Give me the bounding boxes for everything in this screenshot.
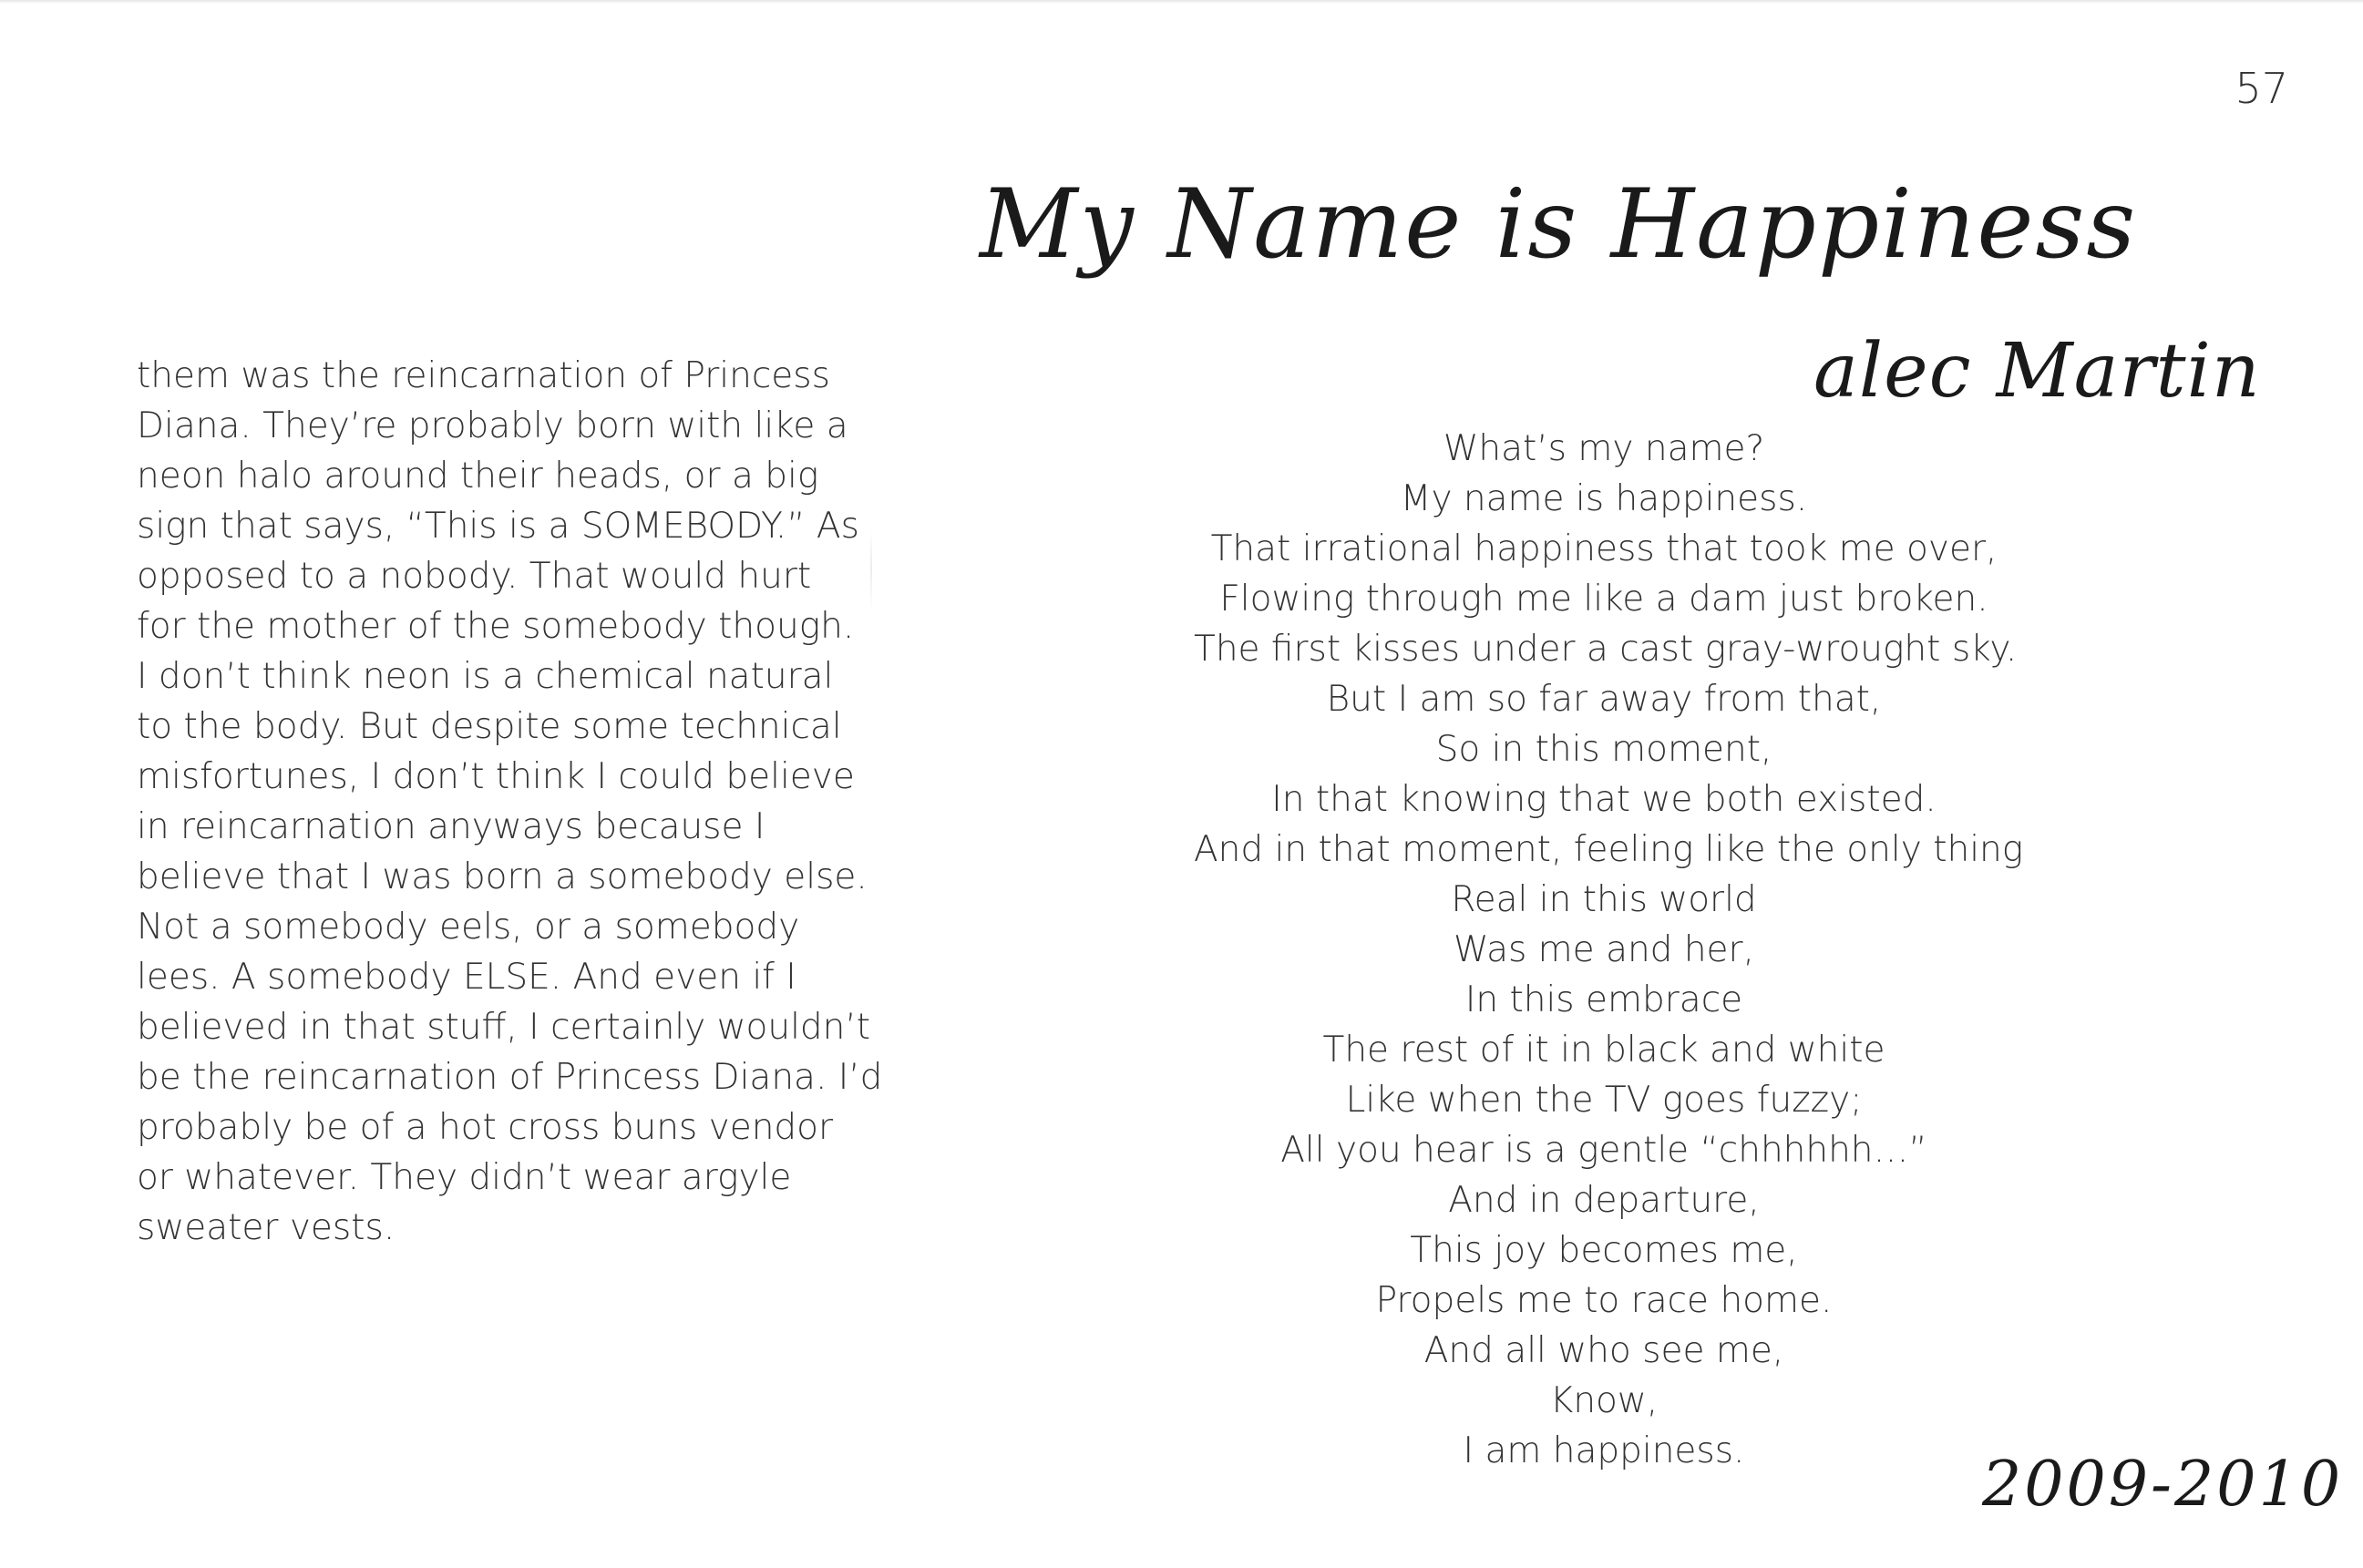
poem-line: That irrational happiness that took me over, xyxy=(1210,528,1998,569)
poem-line: So in this moment, xyxy=(1435,729,1772,770)
poem-line: My name is happiness. xyxy=(1400,478,1808,519)
prose-line: Diana. They’re probably born with like a xyxy=(137,405,848,446)
poem-line: This joy becomes me, xyxy=(1410,1230,1798,1271)
poem-line: In this embrace xyxy=(1464,979,1743,1020)
page-top-edge xyxy=(0,0,2363,4)
poem-line: What’s my name? xyxy=(1443,428,1765,469)
page-number: 57 xyxy=(2235,64,2288,113)
author-signature: alec Martin xyxy=(1813,328,2261,415)
poem-line: The first kisses under a cast gray-wrought sky. xyxy=(1194,629,2018,670)
prose-line: them was the reincarnation of Princess xyxy=(137,355,830,396)
poem-line: And in that moment, feeling like the only thing xyxy=(1194,829,2024,870)
prose-line: believed in that stuff, I certainly wouldn’t xyxy=(137,1007,871,1048)
prose-line: opposed to a nobody. That would hurt xyxy=(137,556,812,597)
prose-line: or whatever. They didn’t wear argyle xyxy=(137,1157,792,1198)
prose-line: Not a somebody eels, or a somebody xyxy=(137,907,800,948)
prose-line: be the reincarnation of Princess Diana. I’d xyxy=(137,1057,883,1098)
poem-line: Real in this world xyxy=(1451,879,1757,920)
prose-line: misfortunes, I don’t think I could believe xyxy=(137,756,855,797)
poem-line: But I am so far away from that, xyxy=(1326,679,1882,720)
prose-column xyxy=(137,351,883,1253)
poem-line: In that knowing that we both existed. xyxy=(1271,779,1937,820)
prose-line: neon halo around their heads, or a big xyxy=(137,456,819,497)
poem-line: The rest of it in black and white xyxy=(1322,1030,1885,1071)
poem-line: All you hear is a gentle “chhhhhh…” xyxy=(1280,1130,1927,1171)
poem-body xyxy=(1194,424,2024,1476)
poem-line: And all who see me, xyxy=(1423,1330,1784,1371)
prose-line: sign that says, “This is a SOMEBODY.” As xyxy=(137,506,859,547)
poem-line: Propels me to race home. xyxy=(1375,1280,1833,1321)
prose-line: sweater vests. xyxy=(137,1207,396,1248)
prose-line: for the mother of the somebody though. xyxy=(137,606,855,647)
poem-line: Like when the TV goes fuzzy; xyxy=(1345,1080,1863,1121)
prose-line: lees. A somebody ELSE. And even if I xyxy=(137,957,796,998)
prose-line: I don’t think neon is a chemical natural xyxy=(137,656,834,697)
poem-line: I am happiness. xyxy=(1463,1430,1745,1471)
prose-line: believe that I was born a somebody else. xyxy=(137,856,868,897)
poem-line: And in departure, xyxy=(1448,1180,1760,1221)
prose-line: in reincarnation anyways because I xyxy=(137,806,765,847)
handwritten-date: 2009-2010 xyxy=(1982,1449,2344,1521)
prose-line: to the body. But despite some technical xyxy=(137,706,842,747)
poem-line: Was me and her, xyxy=(1454,929,1754,970)
poem-line: Flowing through me like a dam just broken. xyxy=(1219,579,1988,620)
poem-line: Know, xyxy=(1549,1380,1659,1421)
page-gutter xyxy=(870,528,872,610)
prose-line: probably be of a hot cross buns vendor xyxy=(137,1107,834,1148)
poem-title: My Name is Happiness xyxy=(980,169,2138,280)
